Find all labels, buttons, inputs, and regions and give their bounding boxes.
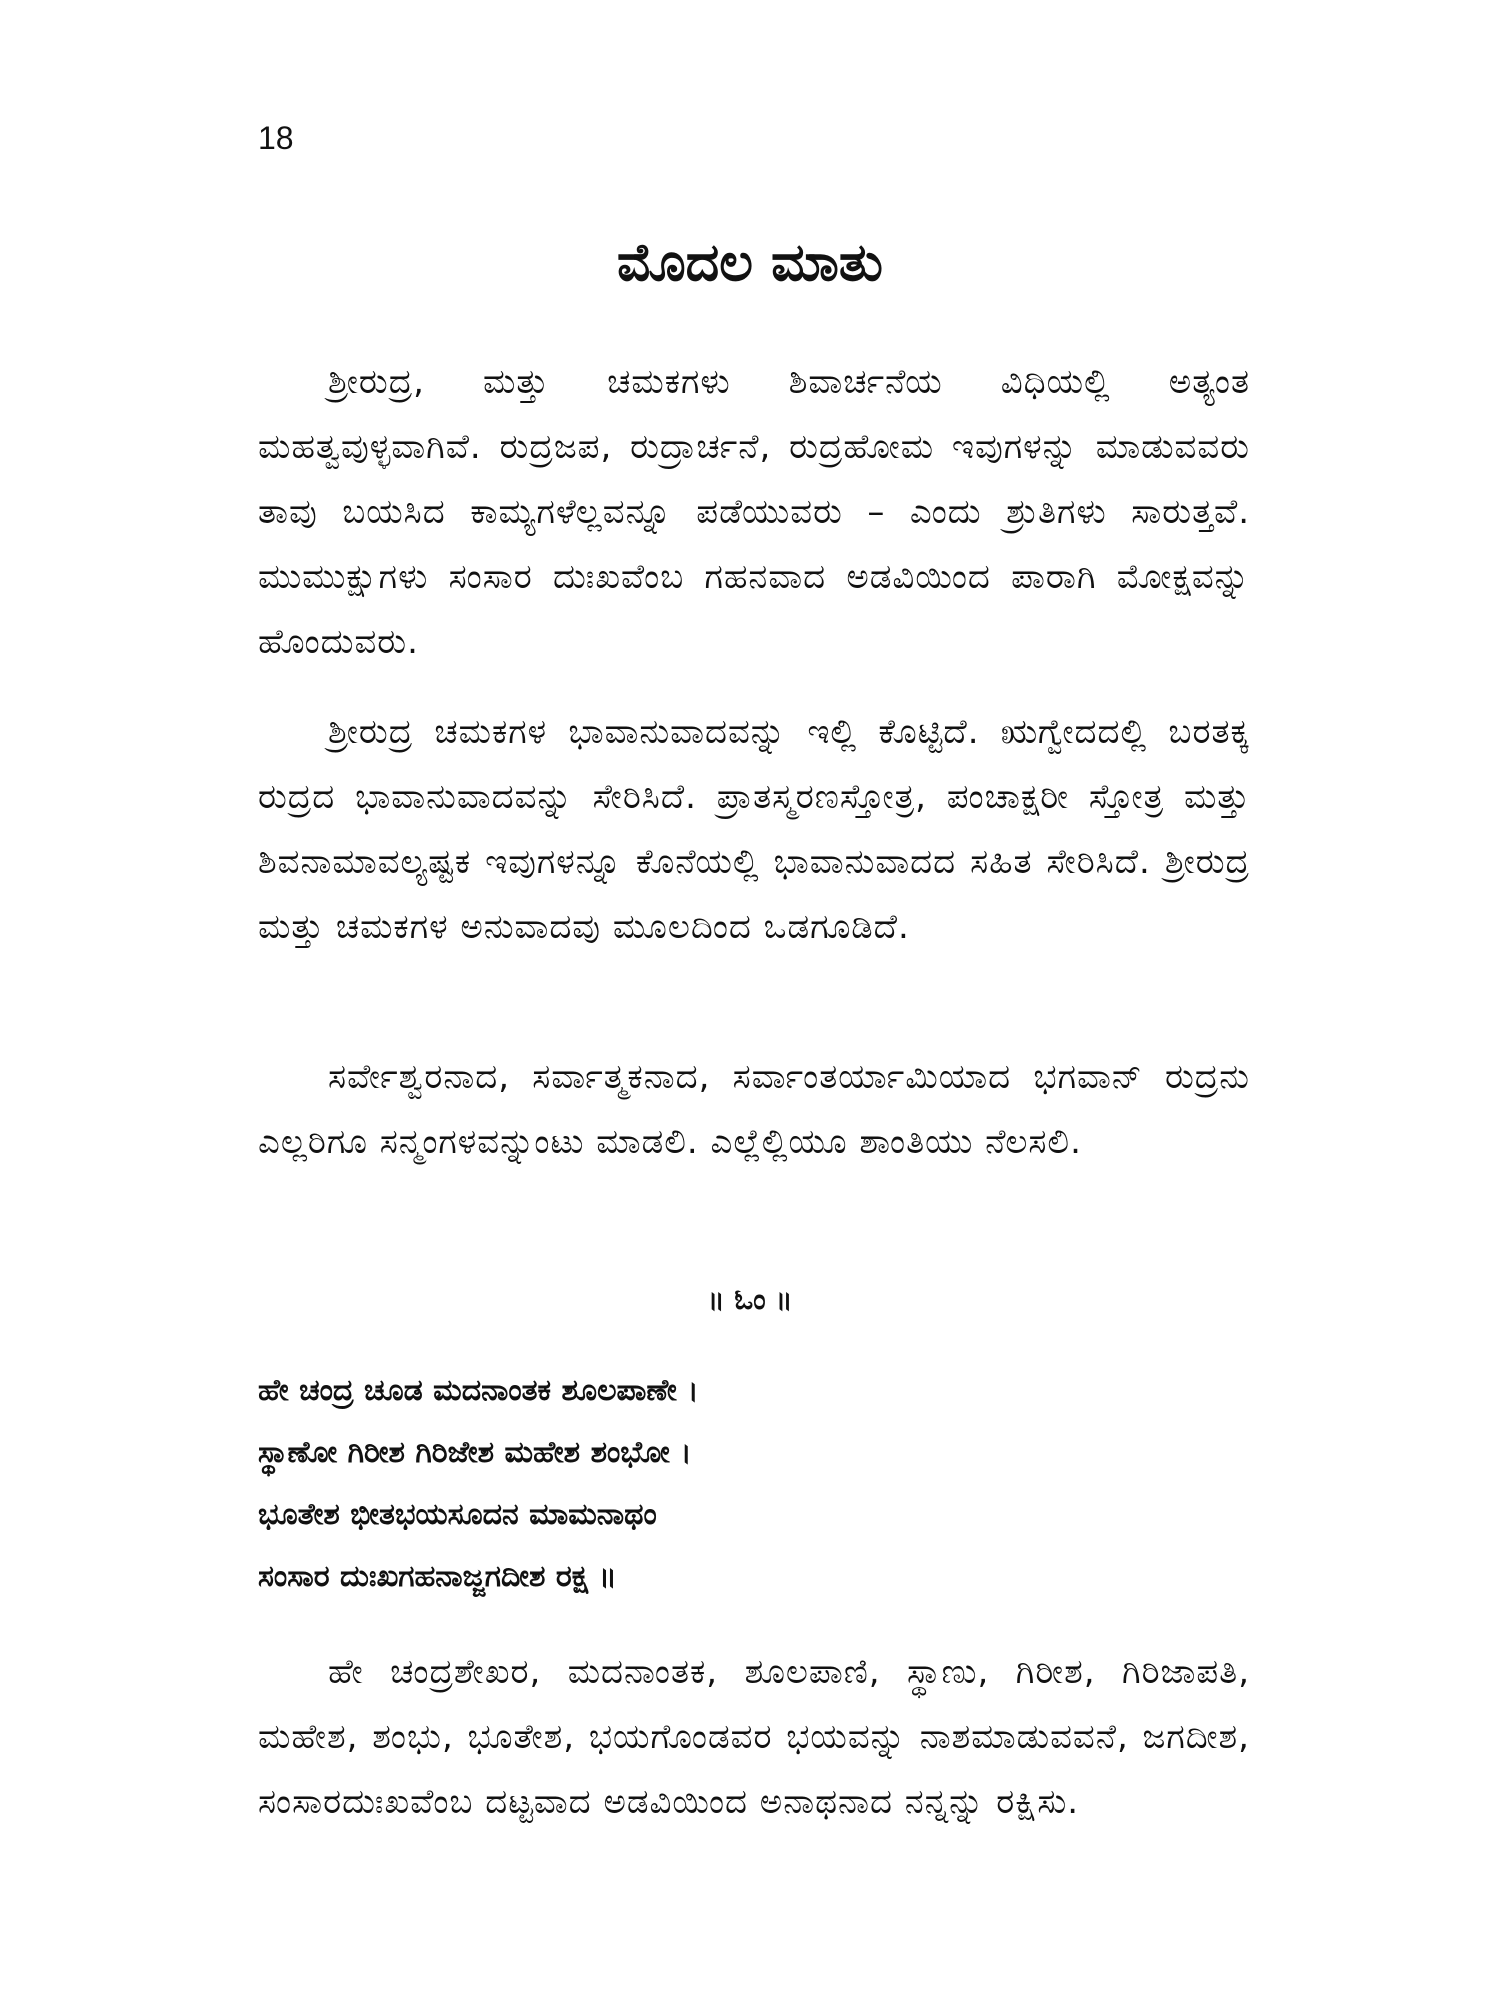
verse-line-1: ಹೇ ಚಂದ್ರ ಚೂಡ ಮದನಾಂತಕ ಶೂಲಪಾಣೇ । <box>258 1373 699 1408</box>
verse-block <box>258 1360 1250 1608</box>
paragraph-3: ಸರ್ವೇಶ್ವರನಾದ, ಸರ್ವಾತ್ಮಕನಾದ, ಸರ್ವಾಂತರ್ಯಾಮಿಯಾದ ಭಗವಾನ್ ರುದ್ರನು ಎಲ್ಲರಿಗೂ ಸನ್ಮಂಗಳವನ್ನುಂಟು ಮಾಡಲಿ. ಎಲ್ಲೆಲ್ಲಿಯೂ ಶಾಂತಿಯು ನೆಲಸಲಿ. <box>258 1057 1250 1162</box>
verse-line-3: ಭೂತೇಶ ಭೀತಭಯಸೂದನ ಮಾಮನಾಥಂ <box>258 1497 657 1532</box>
paragraph-1: ಶ್ರೀರುದ್ರ, ಮತ್ತು ಚಮಕಗಳು ಶಿವಾರ್ಚನೆಯ ವಿಧಿಯಲ್ಲಿ ಅತ್ಯಂತ ಮಹತ್ವವುಳ್ಳವಾಗಿವೆ. ರುದ್ರಜಪ, ರುದ್ರಾರ್ಚನೆ, ರುದ್ರಹೋಮ ಇವುಗಳನ್ನು ಮಾಡುವವರು ತಾವು ಬಯಸಿದ ಕಾಮ್ಯಗಳೆಲ್ಲವನ್ನೂ ಪಡೆಯುವರು – ಎಂದು ಶ್ರುತಿಗಳು ಸಾರುತ್ತವೆ. ಮುಮುಕ್ಷುಗಳು ಸಂಸಾರ ದುಃಖವೆಂಬ ಗಹನವಾದ ಅಡವಿಯಿಂದ ಪಾರಾಗಿ ಮೋಕ್ಷವನ್ನು ಹೊಂದುವರು. <box>258 362 1250 662</box>
verse-line-2: ಸ್ಥಾಣೋ ಗಿರೀಶ ಗಿರಿಜೇಶ ಮಹೇಶ ಶಂಭೋ । <box>258 1435 692 1470</box>
paragraph-2: ಶ್ರೀರುದ್ರ ಚಮಕಗಳ ಭಾವಾನುವಾದವನ್ನು ಇಲ್ಲಿ ಕೊಟ್ಟಿದೆ. ಋಗ್ವೇದದಲ್ಲಿ ಬರತಕ್ಕ ರುದ್ರದ ಭಾವಾನುವಾದವನ್ನು ಸೇರಿಸಿದೆ. ಪ್ರಾತಸ್ಮರಣಸ್ತೋತ್ರ, ಪಂಚಾಕ್ಷರೀ ಸ್ತೋತ್ರ ಮತ್ತು ಶಿವನಾಮಾವಲ್ಯಷ್ಟಕ ಇವುಗಳನ್ನೂ ಕೊನೆಯಲ್ಲಿ ಭಾವಾನುವಾದದ ಸಹಿತ ಸೇರಿಸಿದೆ. ಶ್ರೀರುದ್ರ ಮತ್ತು ಚಮಕಗಳ ಅನುವಾದವು ಮೂಲದಿಂದ ಒಡಗೂಡಿದೆ. <box>258 712 1250 947</box>
verse-line-4: ಸಂಸಾರ ದುಃಖಗಹನಾಜ್ಜಗದೀಶ ರಕ್ಷ ॥ <box>258 1559 617 1594</box>
page-title: ಮೊದಲ ಮಾತು <box>617 233 883 293</box>
verse-translation: ಹೇ ಚಂದ್ರಶೇಖರ, ಮದನಾಂತಕ, ಶೂಲಪಾಣಿ, ಸ್ಥಾಣು, ಗಿರೀಶ, ಗಿರಿಜಾಪತಿ, ಮಹೇಶ, ಶಂಭು, ಭೂತೇಶ, ಭಯಗೊಂಡವರ ಭಯವನ್ನು ನಾಶಮಾಡುವವನೆ, ಜಗದೀಶ, ಸಂಸಾರದುಃಖವೆಂಬ ದಟ್ಟವಾದ ಅಡವಿಯಿಂದ ಅನಾಥನಾದ ನನ್ನನ್ನು ರಕ್ಷಿಸು. <box>258 1652 1250 1822</box>
om-invocation: ॥ ಓಂ ॥ <box>707 1283 793 1316</box>
page-number: 18 <box>258 120 294 156</box>
